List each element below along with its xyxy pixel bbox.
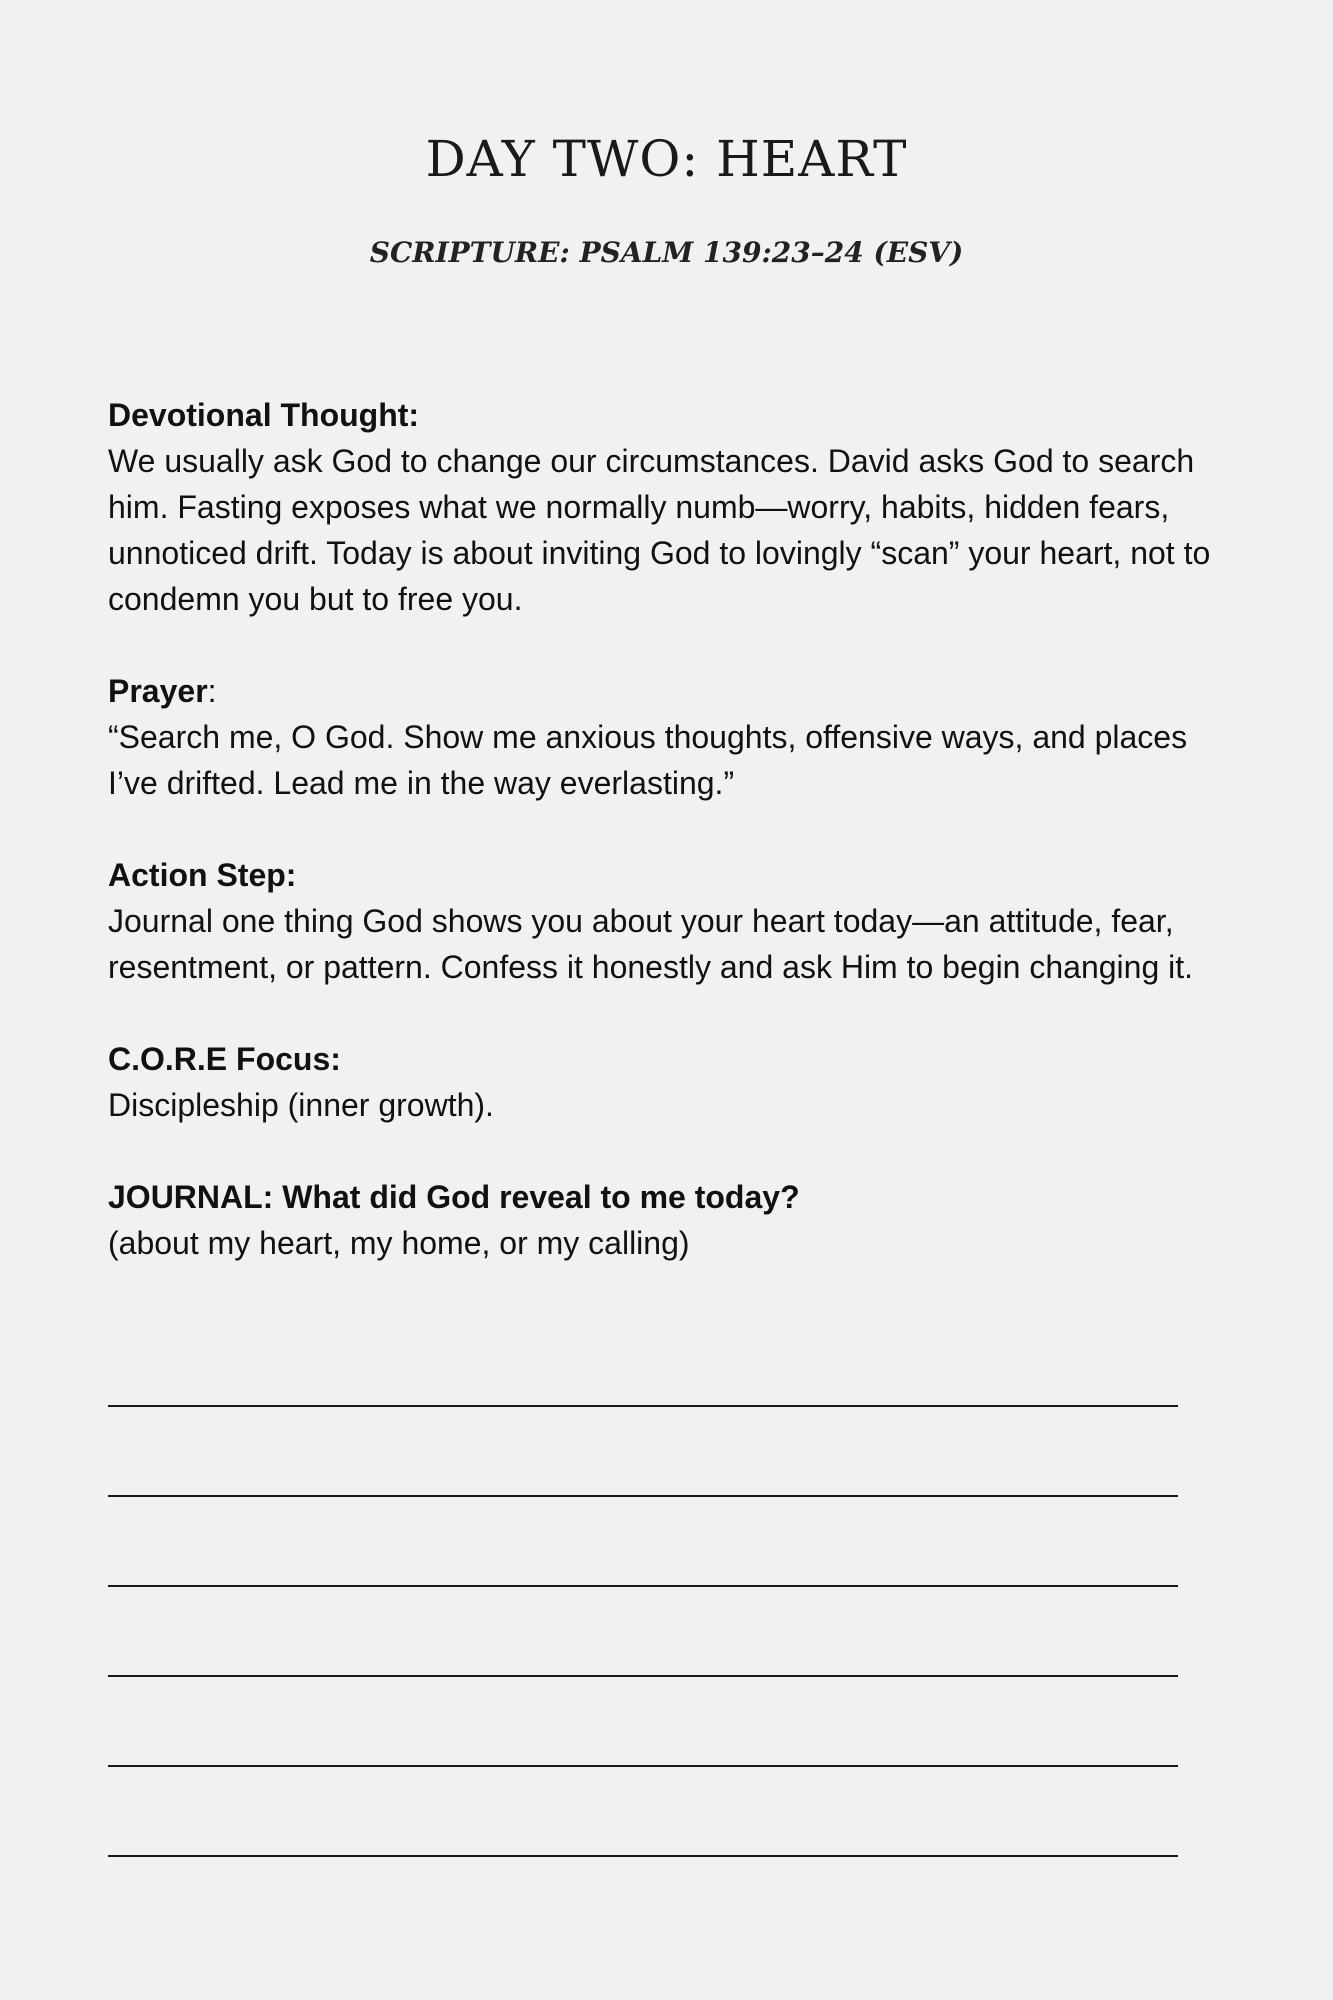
journal-line[interactable] [108,1675,1178,1677]
devotional-thought-text: We usually ask God to change our circumstances. David asks God to search him. Fasting exposes what we normally numb—worry, habits, hidden fears, unnoticed drift. Today is about inviting God to lovingly “scan” your heart, not to condemn you but to free you. [108,443,1211,617]
action-step-heading: Action Step: [108,857,297,893]
scripture-reference: SCRIPTURE: PSALM 139:23–24 (ESV) [369,236,964,269]
action-step-section [108,852,1238,990]
core-focus-text: Discipleship (inner growth). [108,1087,494,1123]
core-focus-section [108,1036,1238,1128]
prayer-text: “Search me, O God. Show me anxious thoughts, offensive ways, and places I’ve drifted. Lead me in the way everlasting.” [108,719,1188,801]
journal-line[interactable] [108,1585,1178,1587]
devotional-content [108,392,1238,1312]
journal-line[interactable] [108,1495,1178,1497]
journal-line[interactable] [108,1765,1178,1767]
action-step-text: Journal one thing God shows you about your heart today—an attitude, fear, resentment, or pattern. Confess it honestly and ask Him to begin changing it. [108,903,1194,985]
page-title: DAY TWO: HEART [425,130,908,188]
prayer-heading: Prayer [108,673,208,709]
devotional-thought-section [108,392,1238,622]
journal-subtext: (about my heart, my home, or my calling) [108,1225,690,1261]
prayer-heading-row [108,668,1238,714]
prayer-heading-colon: : [207,673,217,709]
core-focus-heading: C.O.R.E Focus: [108,1041,341,1077]
journal-section [108,1174,1238,1266]
journal-line[interactable] [108,1855,1178,1857]
journal-heading: JOURNAL: What did God reveal to me today? [108,1179,800,1215]
devotional-thought-heading: Devotional Thought: [108,397,420,433]
journal-writing-area[interactable] [108,1405,1178,1945]
journal-line[interactable] [108,1405,1178,1407]
prayer-section [108,668,1238,806]
